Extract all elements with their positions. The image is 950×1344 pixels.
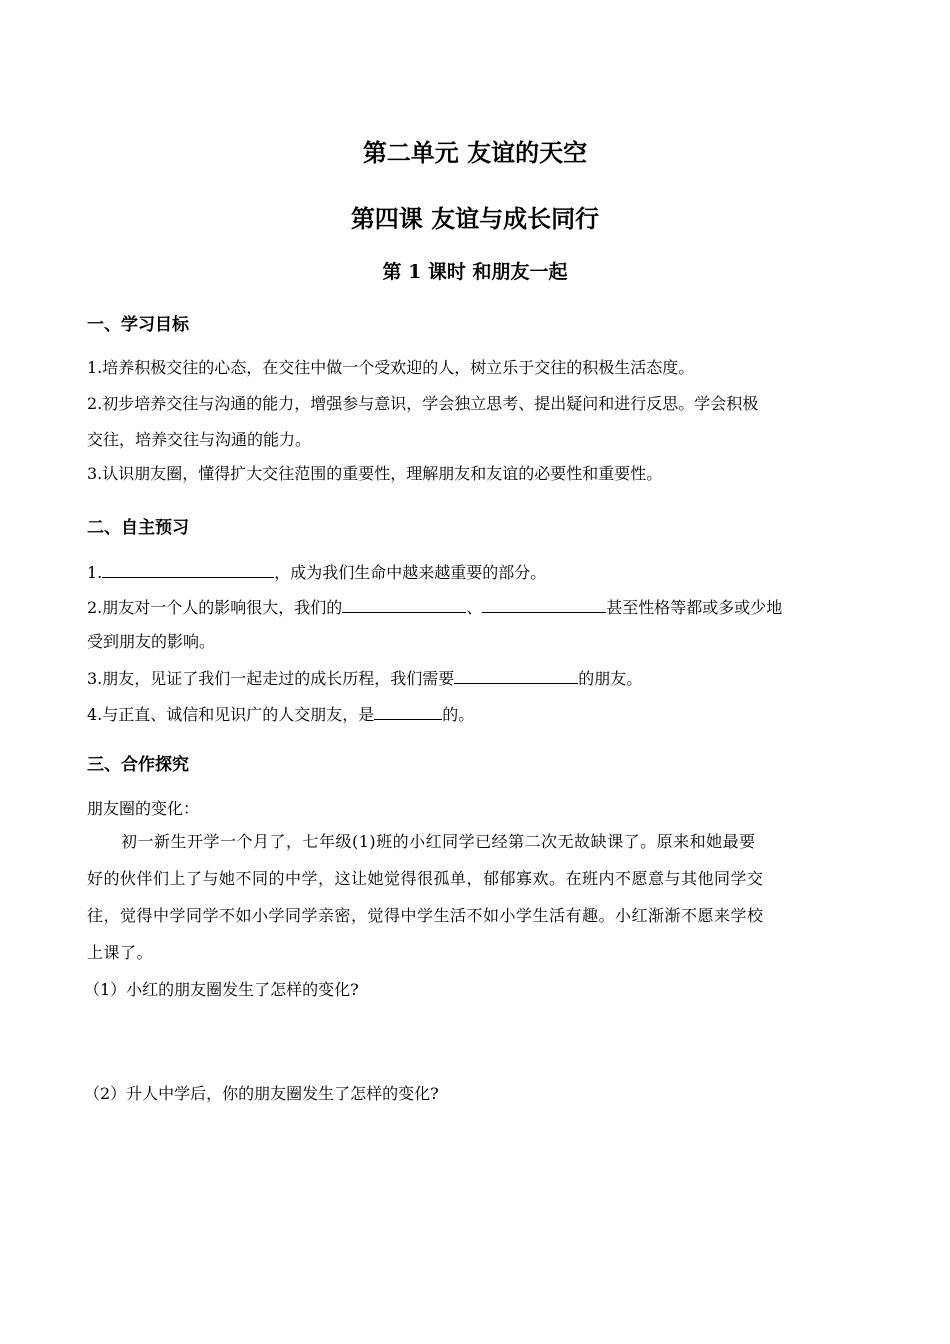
lesson-title: 第四课 友谊与成长同行 — [350, 205, 600, 233]
goal-line-3: 3.认识朋友圈，懂得扩大交往范围的重要性，理解朋友和友谊的必要性和重要性。 — [87, 464, 663, 483]
case-line-1: 初一新生开学一个月了，七年级(1)班的小红同学已经第二次无故缺课了。原来和她最要 — [121, 832, 756, 851]
section-heading-explore: 三、合作探究 — [87, 755, 189, 775]
case-line-4: 上课了。 — [87, 943, 154, 962]
answer-blank-2b[interactable] — [482, 596, 606, 613]
goal-line-2-cont: 交往，培养交往与沟通的能力。 — [87, 430, 312, 449]
preview-question-3 — [87, 667, 867, 690]
preview-question-4 — [87, 703, 867, 726]
q4-suffix: 的。 — [442, 705, 475, 724]
case-intro: 朋友圈的变化： — [87, 799, 200, 818]
q1-suffix: ，成为我们生命中越来越重要的部分。 — [274, 563, 547, 582]
preview-question-2-cont: 受到朋友的影响。 — [87, 632, 216, 651]
goal-line-1: 1.培养积极交往的心态，在交往中做一个受欢迎的人，树立乐于交往的积极生活态度。 — [87, 358, 695, 377]
preview-question-1 — [87, 561, 867, 584]
section-heading-goals: 一、学习目标 — [87, 315, 189, 335]
explore-question-1: （1）小红的朋友圈发生了怎样的变化? — [84, 980, 359, 999]
answer-blank-4[interactable] — [374, 703, 442, 720]
q2-prefix: 2.朋友对一个人的影响很大，我们的 — [87, 598, 343, 617]
period-title: 第 1 课时 和朋友一起 — [382, 261, 568, 283]
answer-blank-3[interactable] — [454, 667, 578, 684]
q3-prefix: 3.朋友，见证了我们一起走过的成长历程，我们需要 — [87, 669, 455, 688]
answer-blank-1[interactable] — [102, 561, 274, 578]
q1-prefix: 1. — [87, 563, 103, 582]
answer-blank-2a[interactable] — [342, 596, 466, 613]
preview-question-2 — [87, 596, 867, 619]
unit-title: 第二单元 友谊的天空 — [362, 139, 588, 167]
q2-mid: 、 — [466, 598, 483, 617]
q4-prefix: 4.与正直、诚信和见识广的人交朋友，是 — [87, 705, 375, 724]
goal-line-2: 2.初步培养交往与沟通的能力，增强参与意识，学会独立思考、提出疑问和进行反思。学会积极 — [87, 394, 759, 413]
section-heading-preview: 二、自主预习 — [87, 518, 189, 538]
case-line-3: 往，觉得中学同学不如小学同学亲密，觉得中学生活不如小学生活有趣。小红渐渐不愿来学校 — [87, 906, 764, 925]
q2-suffix: 甚至性格等都或多或少地 — [606, 598, 783, 617]
explore-question-2: （2）升人中学后，你的朋友圈发生了怎样的变化? — [84, 1084, 439, 1103]
case-line-2: 好的伙伴们上了与她不同的中学，这让她觉得很孤单，郁郁寡欢。在班内不愿意与其他同学交 — [87, 869, 764, 888]
q3-suffix: 的朋友。 — [578, 669, 643, 688]
